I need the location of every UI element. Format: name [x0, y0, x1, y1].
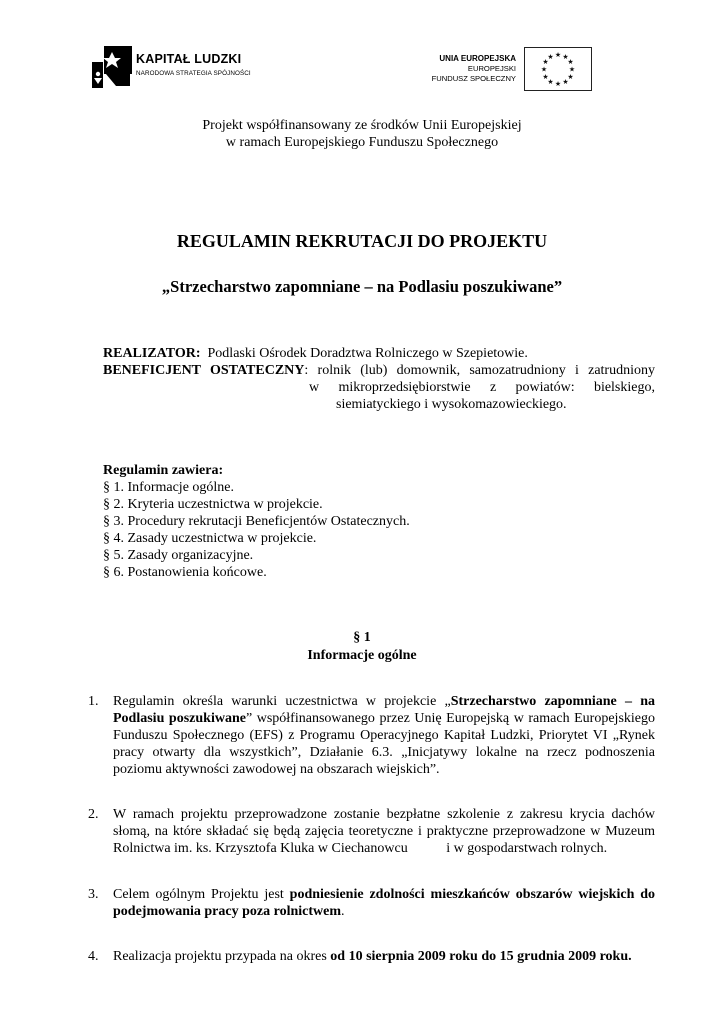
- contents-item: § 5. Zasady organizacyjne.: [103, 548, 254, 563]
- eu-efs-logo: [424, 44, 594, 94]
- svg-text:★: ★: [540, 65, 548, 74]
- kapital-ludzki-logo: [90, 44, 260, 88]
- beneficjent-value-line3: siemiatyckiego i wysokomazowieckiego.: [336, 397, 567, 412]
- point-item: [88, 886, 655, 920]
- svg-text:★: ★: [562, 53, 569, 61]
- eu-logo-line1: UNIA EUROPEJSKA: [439, 54, 516, 63]
- eu-logo-line3: FUNDUSZ SPOŁECZNY: [431, 74, 516, 83]
- realizator-label: REALIZATOR:: [103, 346, 201, 361]
- eu-logo-line2: EUROPEJSKI: [467, 64, 516, 73]
- point-text: Realizacja projektu przypada na okres: [113, 949, 331, 964]
- point-number: 1.: [88, 694, 99, 709]
- point-number: 3.: [88, 887, 99, 902]
- contents-heading: Regulamin zawiera:: [103, 463, 224, 478]
- project-name: Strzecharstwo zapomniane – na Podlasiu poszukiwane: [113, 694, 655, 726]
- svg-text:★: ★: [568, 65, 576, 74]
- point-text: Regulamin określa warunki uczestnictwa w projekcie „: [113, 694, 451, 709]
- point-text: .: [341, 904, 345, 919]
- kapital-ludzki-title: KAPITAŁ LUDZKI: [136, 52, 242, 66]
- svg-text:★: ★: [554, 51, 562, 59]
- beneficjent-block: [103, 362, 655, 413]
- svg-text:★: ★: [554, 80, 562, 88]
- kapital-ludzki-subtitle: NARODOWA STRATEGIA SPÓJNOŚCI: [136, 70, 251, 77]
- svg-text:★: ★: [542, 73, 549, 81]
- svg-text:★: ★: [547, 53, 554, 61]
- realizator-line: [103, 345, 528, 362]
- point-item: [88, 693, 655, 778]
- svg-text:★: ★: [562, 78, 569, 86]
- document-subtitle: „Strzecharstwo zapomniane – na Podlasiu poszukiwane”: [161, 277, 563, 296]
- beneficjent-line1: [103, 362, 655, 379]
- svg-text:★: ★: [567, 73, 574, 81]
- contents-item: § 4. Zasady uczestnictwa w projekcie.: [103, 531, 317, 546]
- point-item: [88, 806, 659, 857]
- point-number: 2.: [88, 807, 99, 822]
- svg-text:★: ★: [567, 58, 574, 66]
- beneficjent-value-line2: w mikroprzedsiębiorstwie z powiatów: bielskiego,: [309, 380, 655, 395]
- svg-text:★: ★: [542, 58, 549, 66]
- section-title: Informacje ogólne: [307, 648, 417, 663]
- eu-flag-icon: [524, 47, 592, 91]
- beneficjent-value-line1: : rolnik (lub) domownik, samozatrudniony i zatrudniony: [304, 363, 655, 378]
- point-text: W ramach projektu przeprowadzone zostanie bezpłatne szkolenie z zakresu krycia dachów słomą, na które składać się będą zajęcia teoretyczne i praktyczne przeprowadzone w Muzeum Rolnictwa im. ks. Krzysztofa Kluka w Ciechanowcu i w gospodarstwach rolnych.: [113, 807, 659, 856]
- project-goal: podniesienie zdolności mieszkańców obszarów wiejskich do podejmowania pracy poza rolnictwem: [113, 887, 655, 919]
- document-title: REGULAMIN REKRUTACJI DO PROJEKTU: [176, 231, 548, 251]
- kapital-ludzki-emblem-icon: [90, 44, 134, 90]
- point-item: [88, 948, 655, 965]
- cofinancing-line2: w ramach Europejskiego Funduszu Społecznego: [225, 135, 499, 150]
- contents-item: § 2. Kryteria uczestnictwa w projekcie.: [103, 497, 323, 512]
- point-number: 4.: [88, 949, 99, 964]
- cofinancing-line1: Projekt współfinansowany ze środków Unii Europejskiej: [202, 118, 522, 133]
- contents-item: § 6. Postanowienia końcowe.: [103, 565, 267, 580]
- project-period: od 10 sierpnia 2009 roku do 15 grudnia 2009 roku.: [330, 949, 632, 964]
- realizator-value: Podlaski Ośrodek Doradztwa Rolniczego w Szepietowie.: [207, 346, 528, 361]
- section-number: § 1: [353, 630, 371, 645]
- beneficjent-label: BENEFICJENT OSTATECZNY: [103, 363, 305, 378]
- svg-text:★: ★: [547, 78, 554, 86]
- point-text: Celem ogólnym Projektu jest: [113, 887, 290, 902]
- contents-item: § 1. Informacje ogólne.: [103, 480, 235, 495]
- regulation-contents: [103, 462, 410, 581]
- section-points: [88, 693, 659, 965]
- contents-item: § 3. Procedury rekrutacji Beneficjentów Ostatecznych.: [103, 514, 410, 529]
- cofinancing-note: [0, 117, 724, 151]
- point-text: ” współfinansowanego przez Unię Europejską w ramach Europejskiego Funduszu Społecznego (EFS) z Programu Operacyjnego Kapitał Ludzki, Priorytet VI „Rynek pracy otwarty dla wszystkich”, Działanie 6.3. „Inicjatywy lokalne na rzecz podnoszenia poziomu aktywności zawodowej na obszarach wiejskich”.: [113, 711, 656, 777]
- eu-logo-text: [432, 54, 516, 84]
